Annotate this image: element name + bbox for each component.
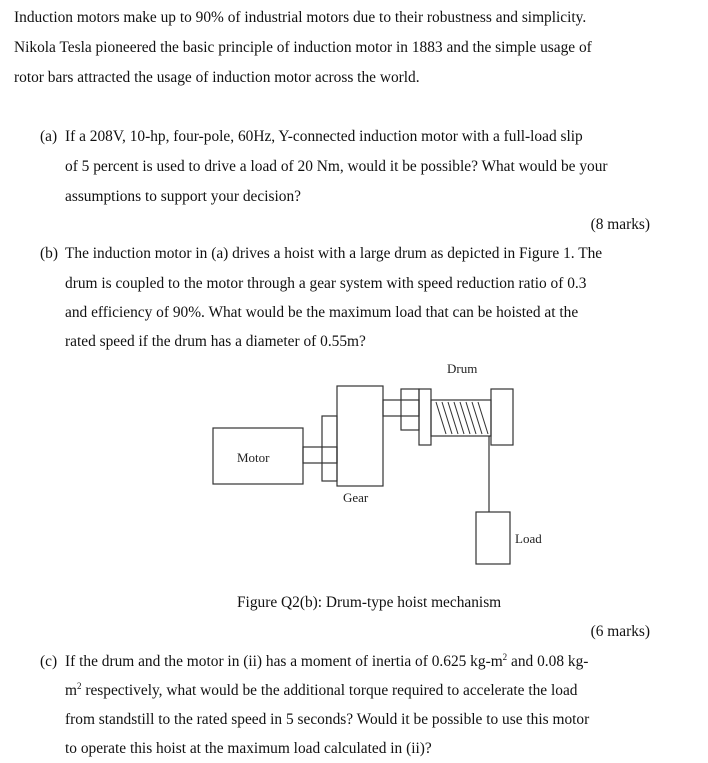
load-box	[476, 512, 510, 564]
drum-winding	[436, 402, 488, 434]
question-c-line-2-unit: m	[65, 682, 77, 699]
drum-bearing-left	[401, 389, 419, 430]
gear-label: Gear	[343, 490, 369, 505]
drum-flange-right	[491, 389, 513, 445]
question-b-label: (b)	[40, 245, 58, 262]
load-label: Load	[515, 531, 542, 546]
question-a-line-2: of 5 percent is used to drive a load of 20 Nm, would it be possible? What would be your	[65, 158, 608, 175]
question-a-label: (a)	[40, 128, 58, 145]
question-b-marks: (6 marks)	[590, 623, 650, 640]
question-c-line-2	[65, 681, 578, 701]
question-c-line-4: to operate this hoist at the maximum load calculated in (ii)?	[65, 740, 432, 757]
question-a-line-1: If a 208V, 10-hp, four-pole, 60Hz, Y-connected induction motor with a full-load slip	[65, 128, 583, 145]
motor-shaft	[303, 447, 337, 463]
question-b-line-1: The induction motor in (a) drives a hoist with a large drum as depicted in Figure 1. The	[65, 245, 603, 262]
question-c-line-1	[65, 652, 588, 672]
superscript-2: 2	[76, 681, 82, 691]
intro-line-2: Nikola Tesla pioneered the basic principle of induction motor in 1883 and the simple usage of	[14, 39, 592, 56]
question-c-line-1-text: If the drum and the motor in (ii) has a moment of inertia of 0.625 kg-m	[65, 653, 503, 670]
drum-label: Drum	[447, 361, 478, 376]
question-b-line-2: drum is coupled to the motor through a gear system with speed reduction ratio of 0.3	[65, 275, 587, 292]
question-b-line-3: and efficiency of 90%. What would be the maximum load that can be hoisted at the	[65, 304, 579, 321]
intro-line-1: Induction motors make up to 90% of industrial motors due to their robustness and simplicity.	[14, 9, 587, 26]
drum-flange-left	[419, 389, 431, 445]
question-b-line-4: rated speed if the drum has a diameter of 0.55m?	[65, 333, 366, 350]
gear-large-wheel	[337, 386, 383, 486]
question-a-line-3: assumptions to support your decision?	[65, 188, 301, 205]
question-c-label: (c)	[40, 653, 58, 670]
intro-line-3: rotor bars attracted the usage of induction motor across the world.	[14, 69, 420, 86]
question-c-line-3: from standstill to the rated speed in 5 seconds? Would it be possible to use this motor	[65, 711, 590, 728]
question-c-line-2-text: respectively, what would be the additional torque required to accelerate the load	[81, 682, 578, 699]
question-c-line-1-tail: and 0.08 kg-	[507, 653, 589, 670]
figure-caption: Figure Q2(b): Drum-type hoist mechanism	[237, 594, 502, 611]
superscript-2: 2	[502, 652, 508, 662]
question-a-marks: (8 marks)	[590, 216, 650, 233]
gear-small-wheel	[322, 416, 337, 481]
motor-label: Motor	[237, 450, 270, 465]
